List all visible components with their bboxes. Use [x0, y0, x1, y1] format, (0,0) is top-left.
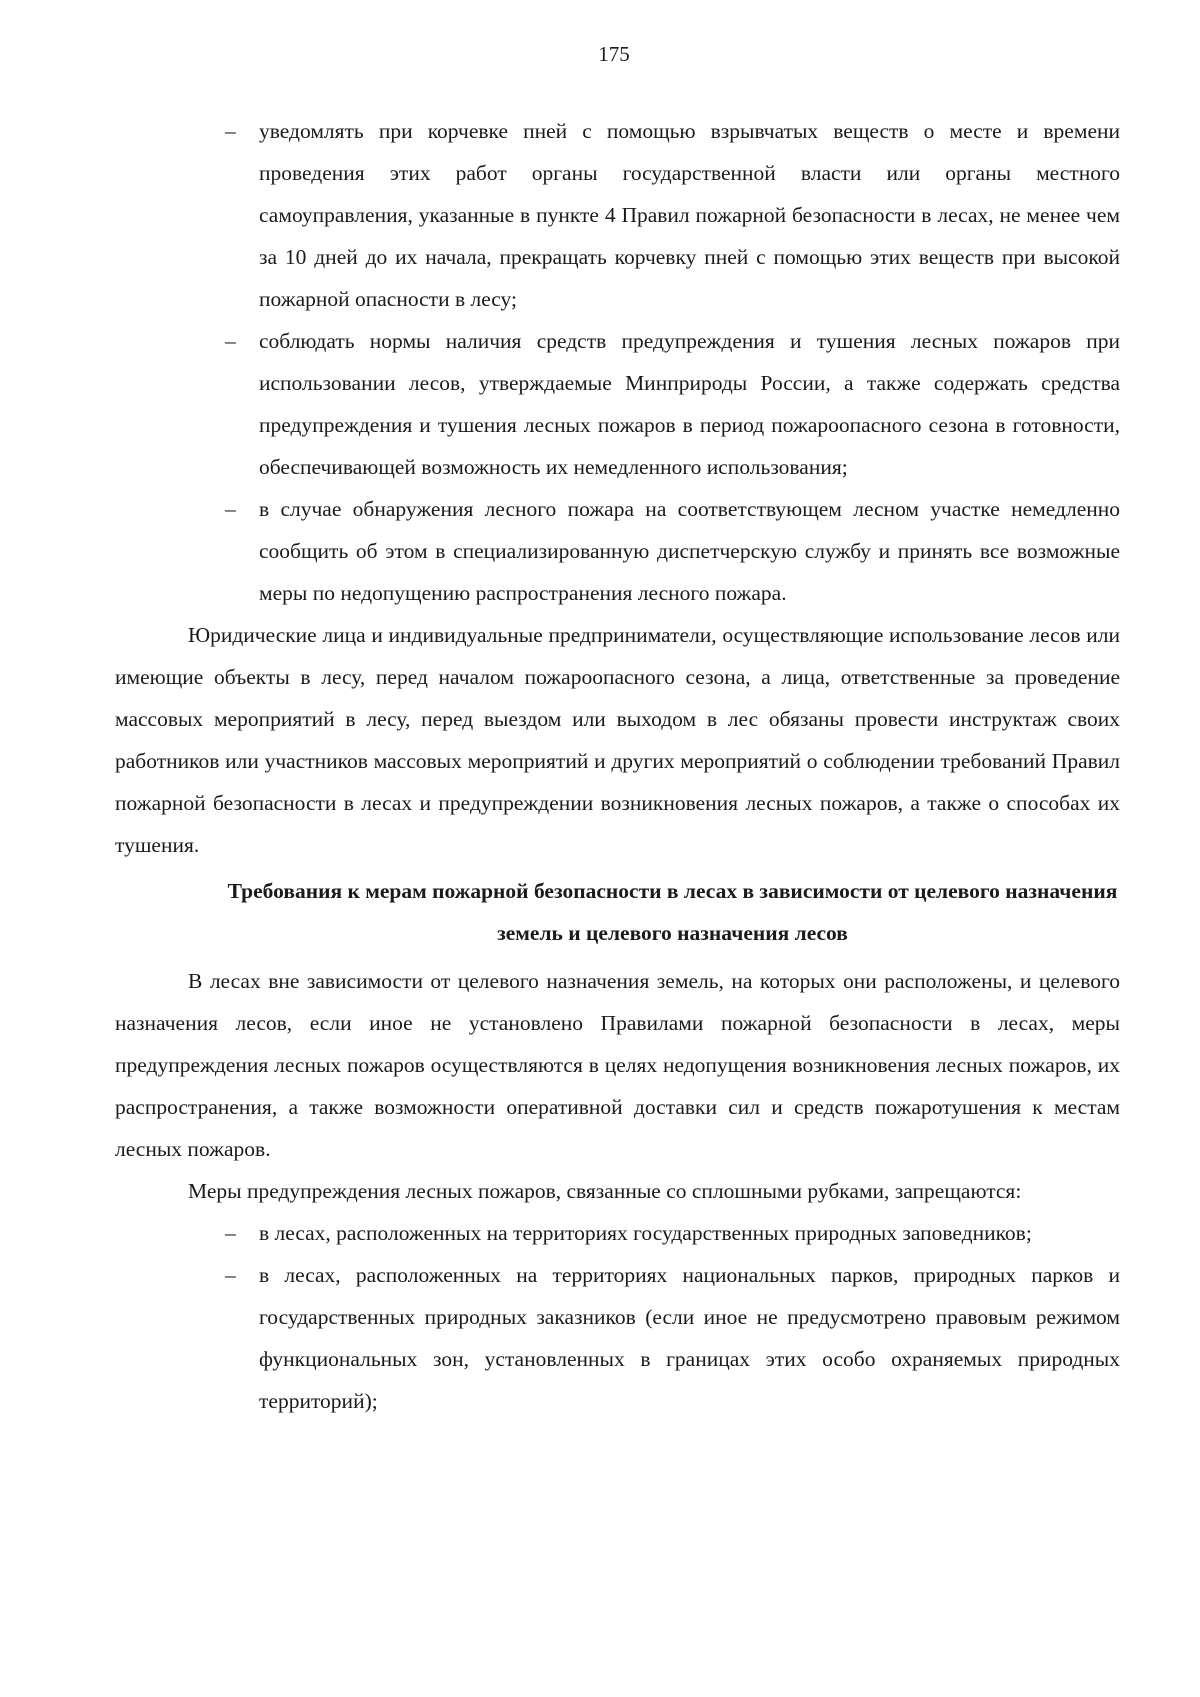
paragraph-clearcut: Меры предупреждения лесных пожаров, связанные со сплошными рубками, запрещаются: [188, 1179, 1022, 1203]
list-item-text: уведомлять при корчевке пней с помощью взрывчатых веществ о месте и времени проведения этих работ органы государственной власти или органы местного самоуправления, указанные в пункте 4 Правил пожарной безопасности в лесах, не менее чем за 10 дней до их начала, прекращать корчевку пней с помощью этих веществ при высокой пожарной опасности в лесу; [259, 119, 1120, 311]
list-item-text: в случае обнаружения лесного пожара на соответствующем лесном участке немедленно сообщить об этом в специализированную диспетчерскую службу и принять все возможные меры по недопущению распространения лесного пожара. [259, 497, 1120, 605]
list-item [115, 320, 1120, 488]
document-body [115, 110, 1120, 1422]
page-number: 175 [598, 42, 630, 66]
paragraph-instruction: Юридические лица и индивидуальные предприниматели, осуществляющие использование лесов или имеющие объекты в лесу, перед началом пожароопасного сезона, а лица, ответственные за проведение массовых мероприятий в лесу, перед выездом или выходом в лес обязаны провести инструктаж своих работников или участников массовых мероприятий и других мероприятий о соблюдении требований Правил пожарной безопасности в лесах и предупреждении возникновения лесных пожаров, а также о способах их тушения. [115, 623, 1120, 857]
list-item [115, 1254, 1120, 1422]
list-dash: – [225, 1263, 236, 1287]
list-item [115, 488, 1120, 614]
list-dash: – [225, 1221, 236, 1245]
list-dash: – [225, 329, 236, 353]
list-item-text: в лесах, расположенных на территориях национальных парков, природных парков и государственных природных заказников (если иное не предусмотрено правовым режимом функциональных зон, установленных в границах этих особо охраняемых природных территорий); [259, 1263, 1120, 1413]
section-heading: Требования к мерам пожарной безопасности в лесах в зависимости от целевого назначения земель и целевого назначения лесов [227, 879, 1118, 945]
list-item-text: в лесах, расположенных на территориях государственных природных заповедников; [259, 1221, 1032, 1245]
list-dash: – [225, 119, 236, 143]
list-dash: – [225, 497, 236, 521]
list-item-text: соблюдать нормы наличия средств предупреждения и тушения лесных пожаров при использовании лесов, утверждаемые Минприроды России, а также содержать средства предупреждения и тушения лесных пожаров в период пожароопасного сезона в готовности, обеспечивающей возможность их немедленного использования; [259, 329, 1120, 479]
paragraph-prevention: В лесах вне зависимости от целевого назначения земель, на которых они расположены, и целевого назначения лесов, если иное не установлено Правилами пожарной безопасности в лесах, меры предупреждения лесных пожаров осуществляются в целях недопущения возникновения лесных пожаров, их распространения, а также возможности оперативной доставки сил и средств пожаротушения к местам лесных пожаров. [115, 969, 1120, 1161]
list-item [115, 1212, 1120, 1254]
list-item [115, 110, 1120, 320]
